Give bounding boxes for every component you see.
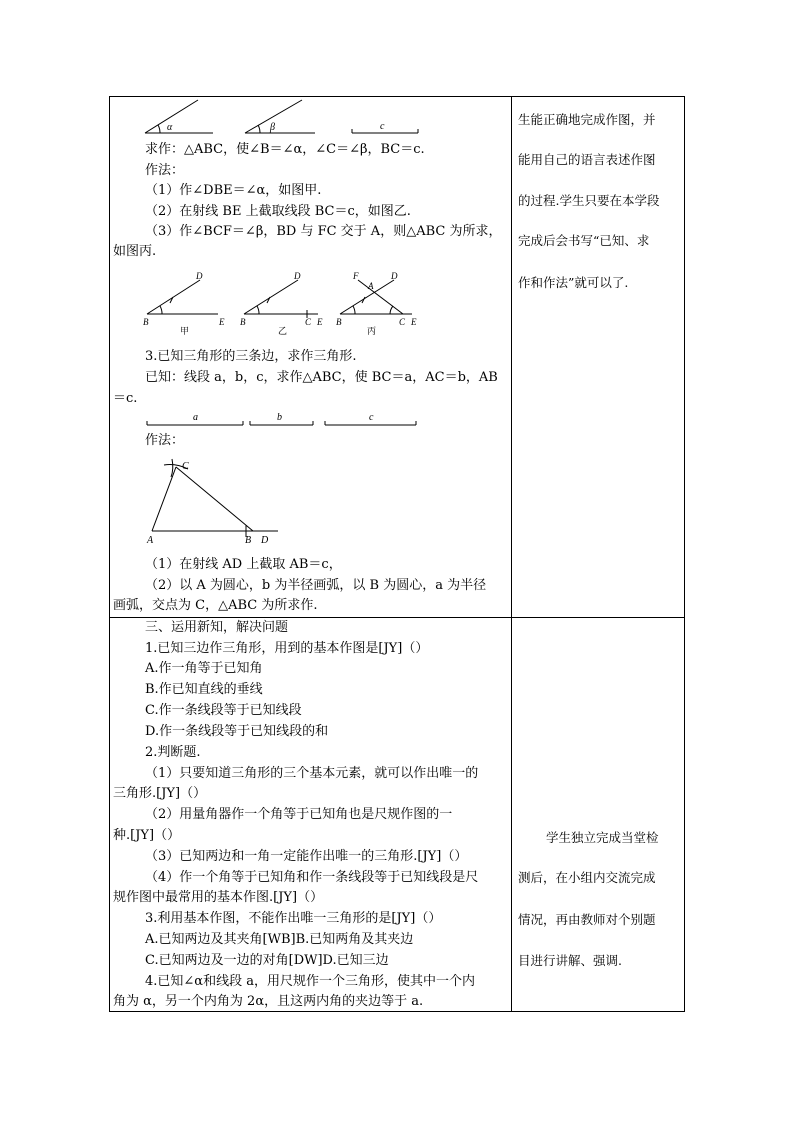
point-c: C [399, 317, 406, 327]
point-c: C [182, 461, 189, 472]
option-text: D.作一条线段等于已知线段的和 [145, 724, 329, 739]
option-text: A.作一角等于已知角 [145, 661, 263, 676]
right-note-line: 生能正确地完成作图，并 [518, 112, 656, 127]
text-line: （1）作∠DBE＝∠α，如图甲. [145, 183, 322, 198]
text-line: 画弧，交点为 C，△ABC 为所求作. [113, 598, 318, 613]
question-text: 角为 α，另一个内角为 2α，且这两内角的夹边等于 a. [113, 994, 424, 1009]
question-text: 3.利用基本作图，不能作出唯一三角形的是[JY]（） [145, 911, 442, 926]
question-text: 1.已知三边作三角形，用到的基本作图是[JY]（） [145, 641, 429, 656]
option-text: C.已知两边及一边的对角[DW]D.已知三边 [145, 953, 389, 968]
text-line: （2）在射线 BE 上截取线段 BC＝c，如图乙. [145, 204, 411, 219]
right-note-line: 完成后会书写“已知、求 [518, 233, 650, 248]
point-d: D [294, 271, 301, 281]
text-line: 求作：△ABC，使∠B＝∠α，∠C＝∠β，BC＝c. [145, 142, 425, 157]
option-text: C.作一条线段等于已知线段 [145, 703, 302, 718]
beta-label: β [270, 122, 275, 133]
text-line: （1）在射线 AD 上截取 AB＝c， [145, 557, 342, 572]
option-text: B.作已知直线的垂线 [145, 682, 263, 697]
row-divider [110, 617, 684, 618]
point-f: F [353, 271, 359, 281]
right-note-line: 作和作法”就可以了. [518, 275, 629, 290]
point-d: D [391, 271, 398, 281]
right-note-line: 情况，再由教师对个别题 [518, 912, 656, 927]
text-line: 已知：线段 a，b，c，求作△ABC，使 BC＝a，AC＝b，AB [145, 370, 498, 385]
section-heading: 三、运用新知，解决问题 [145, 620, 289, 635]
point-e: E [317, 317, 323, 327]
construction-steps-figure [140, 270, 430, 342]
question-text: 2.判断题. [145, 745, 201, 760]
text-line: 作法： [145, 163, 185, 178]
alpha-label: α [167, 122, 173, 133]
text-line: ＝c. [113, 391, 138, 406]
right-note-line: 目进行讲解、强调. [518, 953, 622, 968]
text-line: 如图丙. [113, 244, 157, 259]
text-line: （3）作∠BCF＝∠β，BD 与 FC 交于 A，则△ABC 为所求， [145, 224, 502, 239]
point-b: B [240, 317, 246, 327]
text-line: 3.已知三角形的三条边，求作三角形. [145, 349, 357, 364]
point-a: A [368, 281, 374, 291]
text-line: 作法： [145, 433, 185, 448]
c-label: c [380, 121, 385, 132]
column-divider [511, 97, 512, 1011]
option-text: A.已知两边及其夹角[WB]B.已知两角及其夹边 [145, 932, 414, 947]
point-e: E [219, 317, 225, 327]
caption-jia: 甲 [180, 326, 190, 336]
point-e: E [411, 317, 417, 327]
caption-bing: 丙 [367, 326, 377, 336]
point-d: D [261, 535, 269, 546]
point-b: B [336, 317, 342, 327]
triangle-construction-figure [140, 455, 290, 547]
text-line: （2）以 A 为圆心，b 为半径画弧，以 B 为圆心，a 为半径 [145, 578, 487, 593]
question-text: （2）用量角器作一个角等于已知角也是尺规作图的一 [145, 807, 453, 822]
right-note-line: 能用自己的语言表述作图 [518, 152, 656, 167]
question-text: 三角形.[JY]（） [113, 786, 207, 801]
right-note-line: 学生独立完成当堂检 [546, 830, 659, 845]
question-text: 种.[JY]（） [113, 828, 181, 843]
point-a: A [147, 535, 154, 546]
segment-c-label: c [369, 412, 374, 423]
question-text: （1）只要知道三角形的三个基本元素，就可以作出唯一的 [145, 766, 479, 781]
point-c: C [305, 317, 312, 327]
question-text: （4）作一个角等于已知角和作一条线段等于已知线段是尺 [145, 870, 479, 885]
caption-yi: 乙 [278, 326, 288, 336]
right-note-line: 测后，在小组内交流完成 [518, 870, 656, 885]
question-text: 4.已知∠α和线段 a，用尺规作一个三角形，使其中一个内 [145, 974, 475, 989]
question-text: 规作图中最常用的基本作图.[JY]（） [113, 890, 324, 905]
question-text: （3）已知两边和一角一定能作出唯一的三角形.[JY]（） [145, 849, 468, 864]
point-d: D [196, 271, 203, 281]
segment-a-label: a [193, 412, 198, 423]
point-b: B [143, 317, 149, 327]
given-segments-figure [140, 410, 430, 430]
right-note-line: 的过程.学生只要在本学段 [518, 193, 660, 208]
point-b: B [245, 535, 252, 546]
segment-b-label: b [277, 412, 282, 423]
given-angles-figure [140, 98, 460, 138]
